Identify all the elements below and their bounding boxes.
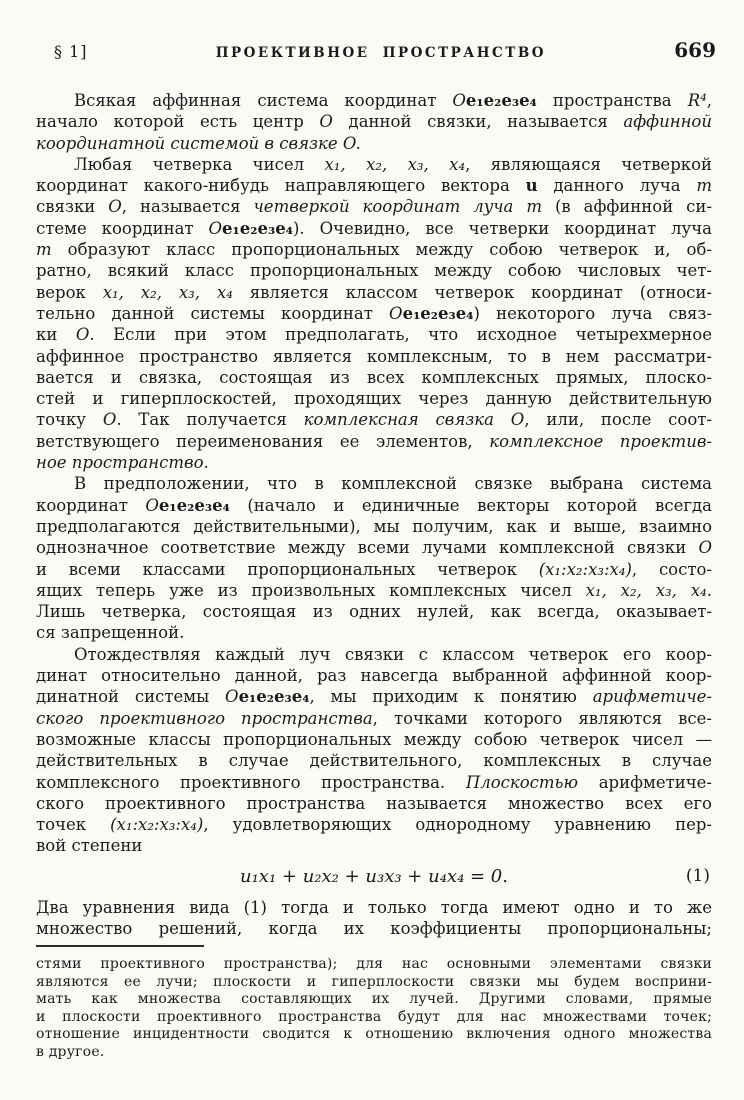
text-run: комплексного проективного пространства. (36, 772, 466, 792)
text-run: ратно, всякий класс пропорциональных между собою числовых чет- (36, 261, 712, 281)
text-run: ского проективного пространства называется множество всех его (36, 793, 712, 813)
text-run: вой степени (36, 836, 143, 856)
text-run: e₁e₂e₃e₄ (158, 495, 230, 515)
text-run: m (36, 240, 52, 260)
text-run: пространства (536, 91, 688, 110)
text-run: координатной системой в связке O. (36, 133, 361, 153)
text-line (36, 772, 712, 793)
text-line (36, 409, 712, 430)
text-run: , мы приходим к понятию (309, 687, 593, 707)
text-run: O (108, 197, 122, 217)
text-run: x₁, x₂, x₃, x₄ (102, 282, 233, 302)
text-run: (x₁:x₂:x₃:x₄) (538, 559, 632, 579)
text-line (36, 729, 712, 750)
text-run: Два уравнения вида (1) тогда и только тогда имеют одно и то же (36, 897, 712, 917)
text-line (36, 111, 712, 132)
text-column (36, 90, 712, 940)
paragraph (36, 154, 712, 473)
text-run: . (706, 580, 712, 600)
text-run: ветствующего переименования ее элементов, (36, 431, 490, 451)
text-run: e₁e₂e₃e₄ (465, 91, 537, 110)
text-run: предполагаются действительными), мы получим, как и выше, взаимно (36, 516, 712, 536)
text-run: ского проективного пространства (36, 708, 373, 728)
text-run: , удовлетворяющих однородному уравнению пер- (203, 815, 712, 835)
text-line (36, 218, 712, 239)
text-run: возможные классы пропорциональных между собою четверок чисел — (36, 729, 712, 749)
text-line (36, 175, 712, 196)
text-run: , являющаяся четверкой (465, 154, 713, 174)
text-run: стеме координат (36, 218, 209, 238)
text-run: u₁x₁ + u₂x₂ + u₃x₃ + u₄x₄ = 0. (240, 865, 508, 887)
text-line (36, 956, 712, 974)
page-number: 669 (674, 38, 716, 62)
text-run: (x₁:x₂:x₃:x₄) (110, 815, 204, 835)
text-run: точек (36, 815, 111, 835)
text-line (36, 516, 712, 537)
text-line (36, 601, 712, 622)
text-line (36, 431, 712, 452)
text-run: ) некоторого луча связ- (473, 303, 712, 323)
paragraph (36, 644, 712, 857)
text-run: x₁, x₂, x₃, x₄ (585, 580, 707, 600)
text-run: четверкой координат луча m (253, 197, 542, 217)
text-line (36, 580, 712, 601)
text-run: O (698, 538, 712, 558)
text-run: тельно данной системы координат (36, 303, 390, 323)
text-run: и всеми классами пропорциональных четверок (36, 559, 539, 579)
text-run: Всякая аффинная система координат (74, 91, 453, 110)
text-run: Плоскостью (465, 772, 579, 792)
text-run: В предположении, что в комплексной связке выбрана система (74, 474, 712, 494)
text-run: стей и гиперплоскостей, проходящих через данную действительную (36, 389, 712, 409)
text-line (36, 495, 712, 516)
text-run: . Так получается (116, 410, 304, 430)
text-run: мать как множества составляющих их лучей. Другими словами, прямые (36, 991, 712, 1007)
text-run: является классом четверок координат (относи- (232, 282, 712, 302)
text-run: действительных в случае действительного, комплексных в случае (36, 751, 712, 771)
text-run: комплексная связка O (303, 410, 525, 430)
footnote-rule (36, 945, 204, 947)
display-equation (36, 857, 712, 897)
text-run: O (102, 410, 117, 430)
text-run: ное пространство. (36, 453, 209, 473)
text-line (36, 1009, 712, 1027)
text-run: координат какого-нибудь направляющего вектора (36, 176, 526, 196)
text-run: ки (36, 325, 76, 345)
text-run: O (319, 112, 333, 132)
text-line (36, 303, 712, 324)
text-run: начало которой есть центр (36, 112, 320, 132)
text-line (36, 388, 712, 409)
text-run: O (208, 218, 223, 238)
text-line (36, 239, 712, 260)
text-line (36, 991, 712, 1009)
text-run: , (706, 91, 712, 110)
text-line (36, 324, 712, 345)
running-title: ПРОЕКТИВНОЕ ПРОСТРАНСТВО (215, 45, 547, 61)
text-run: e₁e₂e₃e₄ (222, 218, 293, 238)
text-line (36, 196, 712, 217)
text-line (36, 346, 712, 367)
text-run: связки (36, 197, 109, 217)
paragraph (36, 473, 712, 643)
text-run: , называется (121, 197, 254, 217)
paragraph (36, 90, 712, 154)
text-run: Отождествляя каждый луч связки с классом четверок его коор- (74, 644, 712, 664)
text-run: O (145, 495, 159, 515)
text-run: , или, после соот- (524, 410, 712, 430)
text-line (36, 750, 712, 771)
text-run: ся запрещенной. (36, 623, 185, 643)
text-run: и плоскости проективного пространства будут для нас множествами точек; (36, 1008, 712, 1025)
text-line (36, 260, 712, 281)
text-run: m (696, 176, 712, 196)
text-run: (в аффинной си- (541, 197, 712, 217)
text-run: , состо- (631, 559, 712, 579)
text-run: аффинной (623, 112, 712, 132)
text-run: аффинное пространство является комплексным, то в нем рассматри- (36, 346, 712, 366)
text-run: ). Очевидно, все четверки координат луча (292, 218, 712, 238)
text-line (36, 367, 712, 388)
text-run: Любая четверка чисел (74, 154, 325, 174)
text-line (36, 559, 712, 580)
text-line (36, 708, 712, 729)
text-run: множество решений, когда их коэффициенты пропорциональны; (36, 919, 712, 939)
text-run: являются ее лучи; плоскости и гиперплоскости связки мы будем восприни- (36, 973, 712, 990)
text-run: e₁e₂e₃e₄ (238, 687, 310, 707)
text-run: комплексное проектив- (489, 431, 713, 451)
text-line (36, 644, 712, 665)
page-header (36, 38, 716, 62)
text-run: динат относительно данной, раз навсегда выбранной аффинной коор- (36, 666, 712, 686)
equation-expression (240, 866, 508, 887)
text-line (36, 974, 712, 992)
text-run: точку (36, 410, 103, 430)
text-line (36, 918, 712, 939)
text-run: ящих теперь уже из произвольных комплексных чисел (36, 580, 586, 600)
text-line (36, 814, 712, 835)
text-line (36, 686, 712, 707)
text-run: e₁e₂e₃e₄ (402, 303, 474, 323)
text-run: x₁, x₂, x₃, x₄ (324, 154, 466, 174)
equation-number: (1) (685, 865, 710, 886)
text-run: данной связки, называется (332, 112, 624, 132)
text-line (36, 90, 712, 111)
text-run: однозначное соответствие между всеми лучами комплексной связки (36, 538, 699, 558)
text-line (36, 622, 712, 643)
text-line (36, 835, 712, 856)
text-run: O (452, 91, 466, 110)
text-run: вается и связка, состоящая из всех комплексных прямых, плоско- (36, 367, 712, 387)
text-run: . Если при этом предполагать, что исходное четырехмерное (89, 325, 712, 345)
section-label: § 1] (54, 42, 88, 61)
text-run: отношение инцидентности сводится к отношению включения одного множества (36, 1026, 712, 1042)
text-line (36, 452, 712, 473)
text-run: Лишь четверка, состоящая из одних нулей, как всегда, оказывает- (36, 602, 712, 622)
text-run: O (389, 303, 403, 323)
text-run: динатной системы (36, 687, 226, 707)
text-line (36, 793, 712, 814)
footnote (36, 956, 712, 1061)
text-run: u (525, 176, 538, 196)
text-run: , точками которого являются все- (372, 708, 712, 728)
text-line (36, 1044, 712, 1062)
text-line (36, 154, 712, 175)
text-line (36, 665, 712, 686)
text-run: верок (36, 282, 103, 302)
text-run: арифметиче- (578, 772, 713, 792)
text-run: R⁴ (687, 91, 707, 110)
text-run: O (75, 325, 90, 345)
text-run: (начало и единичные векторы которой всегда (229, 495, 712, 515)
text-line (36, 537, 712, 558)
text-line (36, 1026, 712, 1044)
paragraph (36, 897, 712, 940)
text-run: арифметиче- (592, 687, 712, 707)
text-run: в другое. (36, 1043, 105, 1060)
text-line (36, 282, 712, 303)
text-run: O (225, 687, 239, 707)
text-run: стями проективного пространства); для нас основными элементами связки (36, 956, 712, 972)
text-run: образуют класс пропорциональных между собою четверок и, об- (51, 240, 712, 260)
text-line (36, 133, 712, 154)
text-run: данного луча (537, 176, 697, 196)
text-line (36, 897, 712, 918)
text-line (36, 473, 712, 494)
text-run: координат (36, 495, 146, 515)
